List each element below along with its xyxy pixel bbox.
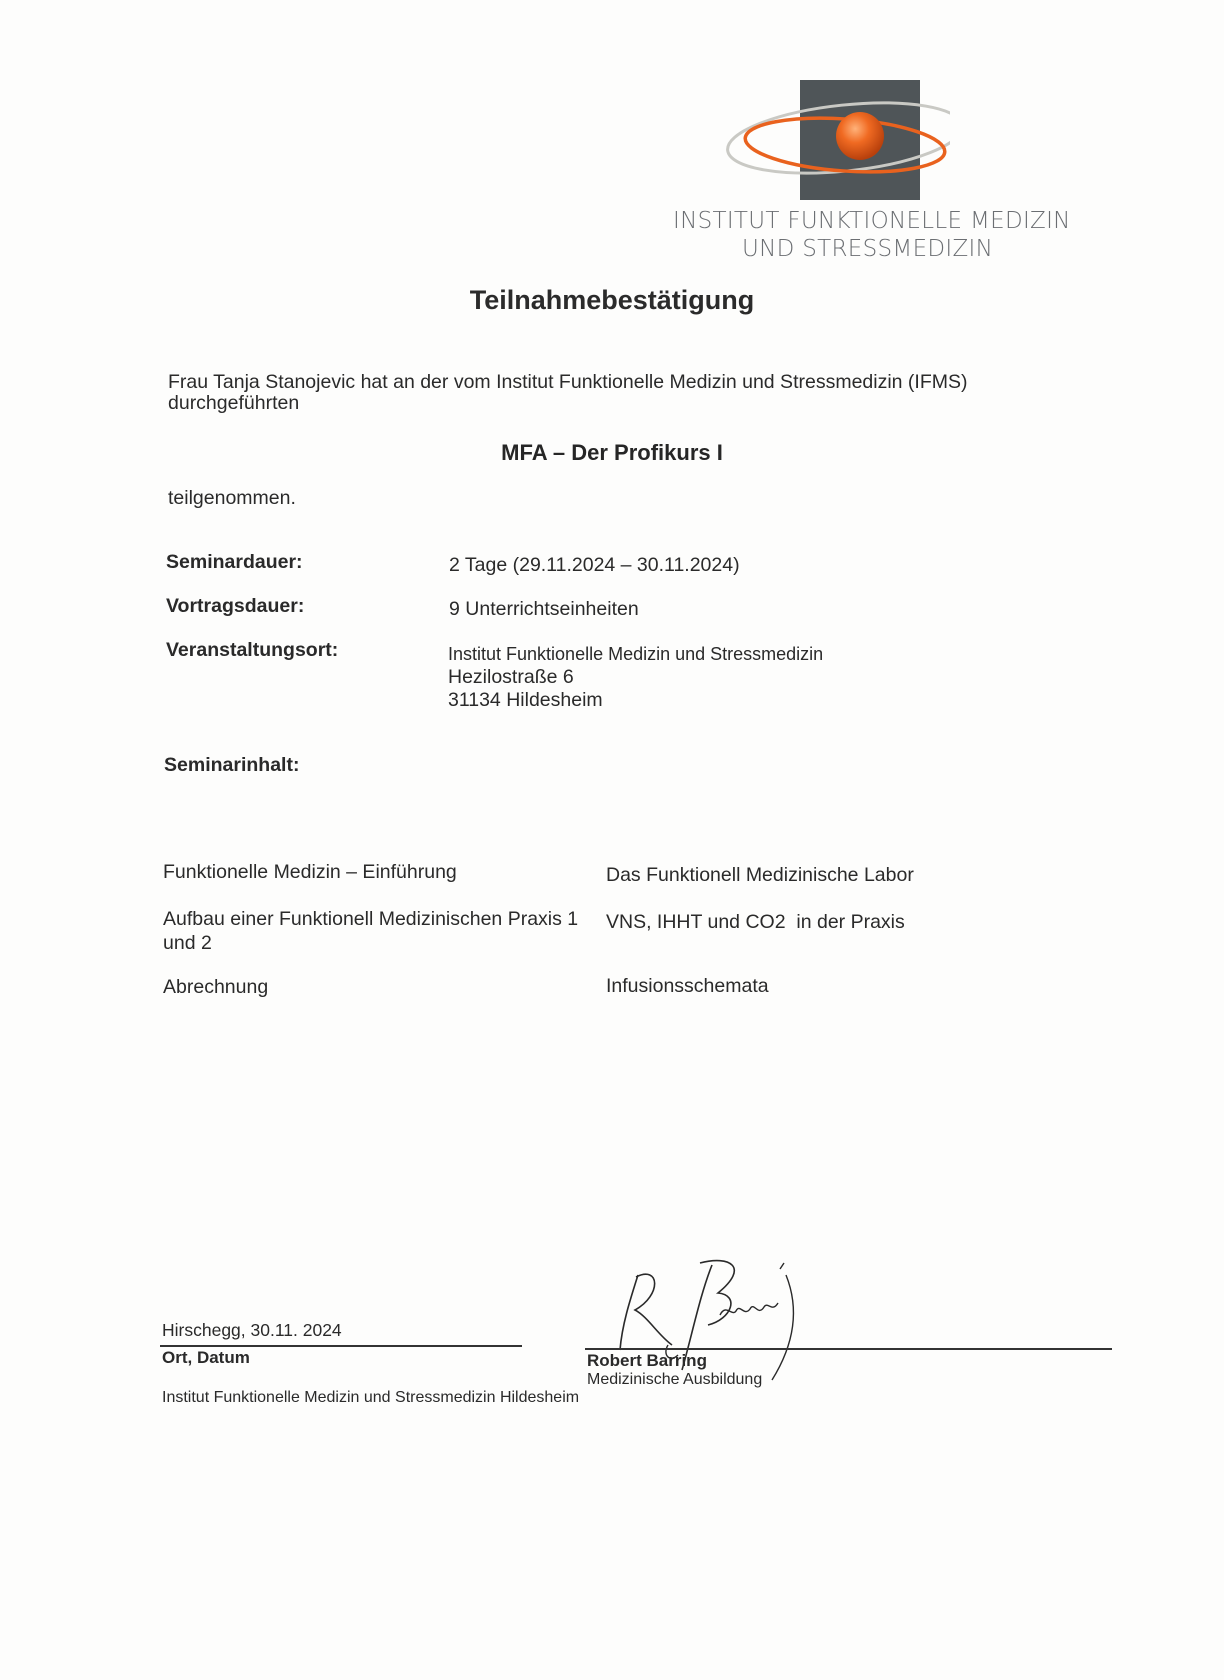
place-date-line xyxy=(160,1345,522,1347)
venue-line-2: Hezilostraße 6 xyxy=(448,666,574,688)
content-item-right-1: Das Funktionell Medizinische Labor xyxy=(606,864,914,886)
venue-line-3: 31134 Hildesheim xyxy=(448,689,603,711)
duration-value: 2 Tage (29.11.2024 – 30.11.2024) xyxy=(449,554,740,576)
content-item-right-2: VNS, IHHT und CO2 in der Praxis xyxy=(606,911,905,933)
place-date: Hirschegg, 30.11. 2024 xyxy=(162,1320,342,1340)
logo-text-line1: INSTITUT FUNKTIONELLE MEDIZIN xyxy=(673,208,1071,234)
venue-line-1: Institut Funktionelle Medizin und Stressmedizin xyxy=(448,644,824,664)
content-item-left-1: Funktionelle Medizin – Einführung xyxy=(163,861,457,883)
signature-line xyxy=(585,1348,1112,1350)
lecture-label: Vortragsdauer: xyxy=(166,595,305,617)
place-date-label: Ort, Datum xyxy=(162,1348,250,1367)
logo-sphere xyxy=(836,112,884,160)
signer-role: Medizinische Ausbildung xyxy=(587,1371,763,1388)
institute-footer: Institut Funktionelle Medizin und Stressmedizin Hildesheim xyxy=(162,1389,580,1406)
logo-text-line2: UND STRESSMEDIZIN xyxy=(742,236,994,262)
content-label: Seminarinhalt: xyxy=(164,754,300,776)
signer-name: Robert Barring xyxy=(587,1351,707,1370)
content-item-left-2: Aufbau einer Funktionell Medizinischen Praxis 1 und 2 xyxy=(163,908,579,954)
document-title: Teilnahmebestätigung xyxy=(469,285,755,315)
intro-line-1: Frau Tanja Stanojevic hat an der vom Institut Funktionelle Medizin und Stressmedizin (IFMS) xyxy=(168,371,968,393)
course-name: MFA – Der Profikurs I xyxy=(501,440,723,465)
duration-label: Seminardauer: xyxy=(166,551,303,573)
content-item-right-3: Infusionsschemata xyxy=(606,975,769,997)
lecture-value: 9 Unterrichtseinheiten xyxy=(449,598,639,620)
content-item-left-3: Abrechnung xyxy=(163,976,269,998)
logo-emblem xyxy=(710,70,950,210)
intro-line-2: durchgeführten xyxy=(168,392,300,414)
participated-text: teilgenommen. xyxy=(168,487,296,509)
venue-label: Veranstaltungsort: xyxy=(166,639,339,661)
